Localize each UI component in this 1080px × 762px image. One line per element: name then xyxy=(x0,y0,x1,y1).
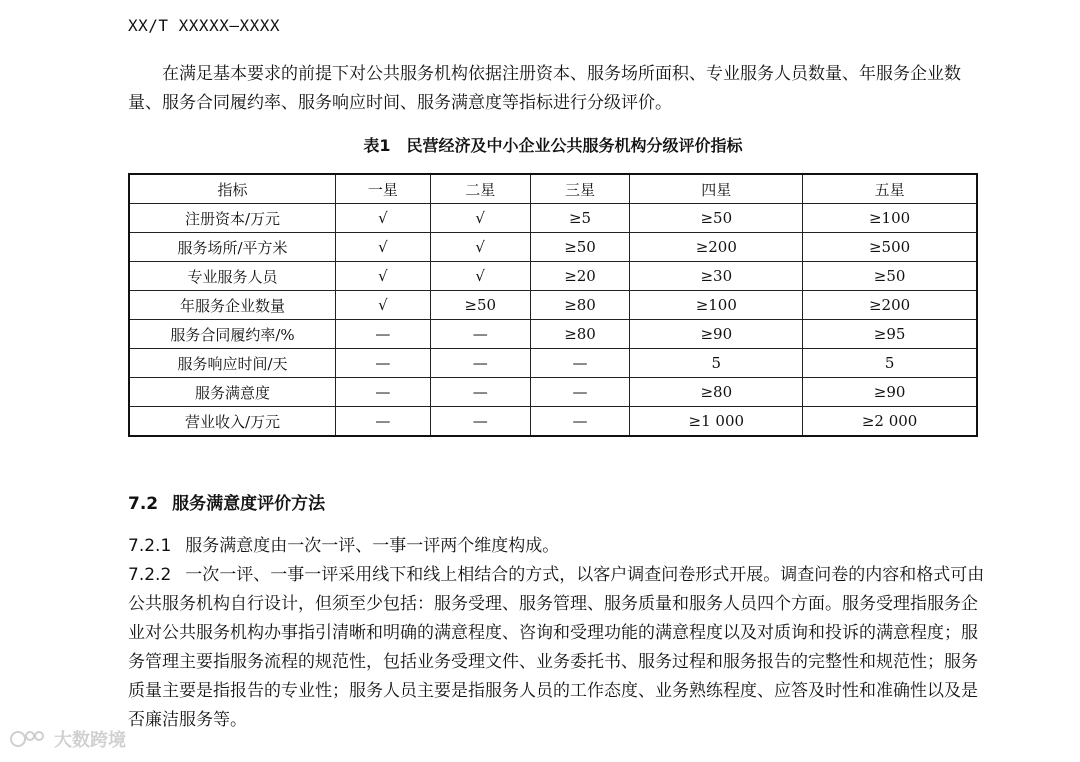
table-cell: 5 xyxy=(803,349,977,378)
table-cell: — xyxy=(336,378,431,407)
grading-table xyxy=(128,173,978,437)
table-cell: 注册资本/万元 xyxy=(129,204,336,233)
header-cell-one-star: 一星 xyxy=(336,174,431,204)
table-cell: — xyxy=(430,320,530,349)
header-cell-five-star: 五星 xyxy=(803,174,977,204)
table-cell: √ xyxy=(336,233,431,262)
table-cell: 服务满意度 xyxy=(129,378,336,407)
table-cell: ≥80 xyxy=(530,291,630,320)
table-cell: — xyxy=(530,378,630,407)
table-cell: ≥500 xyxy=(803,233,977,262)
watermark-logo-icon xyxy=(8,728,48,750)
table-cell: ≥2 000 xyxy=(803,407,977,437)
table-row xyxy=(129,407,977,437)
intro-paragraph: 在满足基本要求的前提下对公共服务机构依据注册资本、服务场所面积、专业服务人员数量、年服务企业数量、服务合同履约率、服务响应时间、服务满意度等指标进行分级评价。 xyxy=(128,64,961,113)
table-cell: 营业收入/万元 xyxy=(129,407,336,437)
table-cell: ≥90 xyxy=(630,320,803,349)
header-cell-four-star: 四星 xyxy=(630,174,803,204)
header-cell-three-star: 三星 xyxy=(530,174,630,204)
table-cell: 服务合同履约率/% xyxy=(129,320,336,349)
table-header-row xyxy=(129,174,977,204)
table-cell: ≥20 xyxy=(530,262,630,291)
table-cell: — xyxy=(530,407,630,437)
table-cell: — xyxy=(430,407,530,437)
table-row xyxy=(129,349,977,378)
table-cell: — xyxy=(530,349,630,378)
table-cell: — xyxy=(336,407,431,437)
table-cell: ≥100 xyxy=(630,291,803,320)
table-cell: ≥200 xyxy=(630,233,803,262)
section-number: 7.2 xyxy=(128,494,159,514)
table-cell: ≥1 000 xyxy=(630,407,803,437)
table-title: 表1 民营经济及中小企业公共服务机构分级评价指标 xyxy=(363,136,743,155)
table-cell: 年服务企业数量 xyxy=(129,291,336,320)
table-cell: ≥80 xyxy=(530,320,630,349)
table-cell: ≥80 xyxy=(630,378,803,407)
table-cell: √ xyxy=(430,262,530,291)
section-heading xyxy=(128,489,325,514)
table-row xyxy=(129,233,977,262)
header-cell-indicator: 指标 xyxy=(129,174,336,204)
table-cell: — xyxy=(336,349,431,378)
table-row xyxy=(129,291,977,320)
table-cell: √ xyxy=(336,262,431,291)
header-cell-two-star: 二星 xyxy=(430,174,530,204)
table-cell: ≥50 xyxy=(803,262,977,291)
section-title: 服务满意度评价方法 xyxy=(172,494,326,514)
table-cell: 专业服务人员 xyxy=(129,262,336,291)
clause-text: 一次一评、一事一评采用线下和线上相结合的方式，以客户调查问卷形式开展。调查问卷的内容和格式可由公共服务机构自行设计，但须至少包括：服务受理、服务管理、服务质量和服务人员四个方面。服务受理指服务企业对公共服务机构办事指引清晰和明确的满意程度、咨询和受理功能的满意程度以及对质询和投诉的满意程度；服务管理主要指服务流程的规范性，包括业务受理文件、业务委托书、服务过程和服务报告的完整性和规范性；服务质量主要是指报告的专业性；服务人员主要是指服务人员的工作态度、业务熟练程度、应答及时性和准确性以及是否廉洁服务等。 xyxy=(128,565,985,730)
table-cell: √ xyxy=(336,204,431,233)
table-cell: ≥50 xyxy=(630,204,803,233)
table-cell: 服务场所/平方米 xyxy=(129,233,336,262)
table-cell: √ xyxy=(336,291,431,320)
table-cell: √ xyxy=(430,204,530,233)
table-cell: ≥50 xyxy=(530,233,630,262)
table-cell: 服务响应时间/天 xyxy=(129,349,336,378)
table-cell: 5 xyxy=(630,349,803,378)
table-cell: ≥200 xyxy=(803,291,977,320)
table-row xyxy=(129,262,977,291)
watermark xyxy=(8,726,126,752)
table-cell: — xyxy=(336,320,431,349)
clause-number: 7.2.1 xyxy=(128,536,172,556)
table-cell: ≥95 xyxy=(803,320,977,349)
table-cell: ≥90 xyxy=(803,378,977,407)
table-cell: — xyxy=(430,349,530,378)
clause-number: 7.2.2 xyxy=(128,565,172,585)
table-cell: √ xyxy=(430,233,530,262)
clause-7-2-2 xyxy=(128,561,988,735)
table-row xyxy=(129,320,977,349)
document-code: XX/T XXXXX—XXXX xyxy=(128,16,280,35)
table-cell: — xyxy=(430,378,530,407)
table-cell: ≥50 xyxy=(430,291,530,320)
table-cell: ≥100 xyxy=(803,204,977,233)
clause-7-2-1 xyxy=(128,532,988,561)
table-cell: ≥30 xyxy=(630,262,803,291)
watermark-text: 大数跨境 xyxy=(54,730,126,751)
table-row xyxy=(129,378,977,407)
clause-text: 服务满意度由一次一评、一事一评两个维度构成。 xyxy=(185,536,560,556)
table-row xyxy=(129,204,977,233)
table-cell: ≥5 xyxy=(530,204,630,233)
